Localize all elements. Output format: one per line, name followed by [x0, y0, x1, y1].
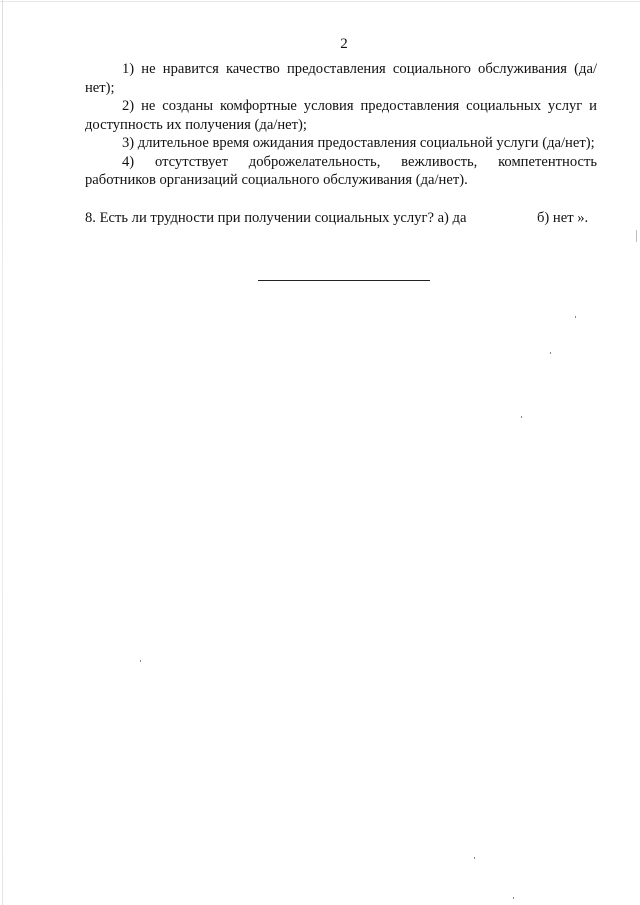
question-option-b: б) нет ». [537, 209, 589, 226]
question-row [85, 209, 597, 228]
separator-line [258, 280, 430, 281]
list-item: 2) не созданы комфортные условия предоставления социальных услуг и доступность их получения (да/нет); [85, 98, 597, 133]
scan-speck [140, 660, 141, 662]
list-item: 1) не нравится качество предоставления социального обслуживания (да/нет); [85, 61, 597, 96]
scan-speck [513, 897, 514, 899]
scan-speck [575, 316, 576, 318]
page-number: 2 [340, 36, 348, 52]
scan-left-edge [2, 0, 3, 905]
question-text: 8. Есть ли трудности при получении социальных услуг? а) да [85, 209, 467, 226]
scan-top-edge [0, 1, 640, 2]
list-item: 3) длительное время ожидания предоставления социальной услуги (да/нет); [122, 135, 595, 151]
list-item: 4) отсутствует доброжелательность, вежливость, компетентность работников организаций социального обслуживания (да/нет). [85, 153, 597, 188]
scan-speck [550, 352, 551, 354]
scan-speck [521, 416, 522, 418]
scan-speck [636, 230, 637, 242]
document-body [85, 60, 597, 228]
scan-speck [474, 857, 475, 859]
